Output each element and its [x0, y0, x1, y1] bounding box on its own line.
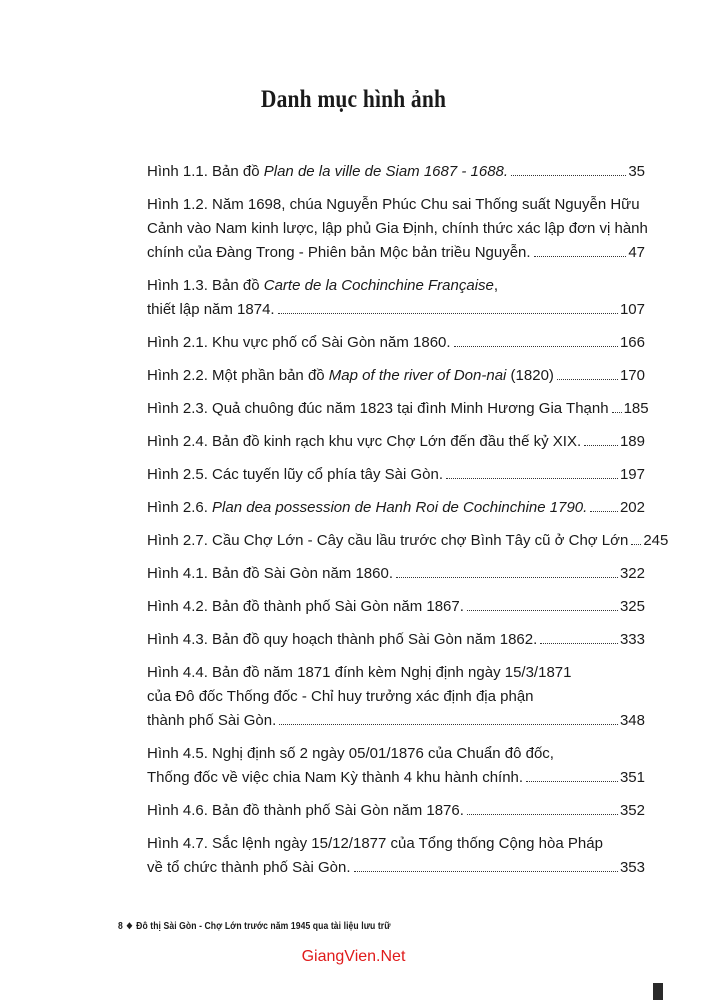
entry-page-number: 322	[619, 565, 645, 582]
entry-text-line: của Đô đốc Thống đốc - Chỉ huy trưởng xác định địa phận	[147, 688, 534, 705]
entry-title	[147, 529, 628, 553]
entry-title	[147, 628, 537, 652]
entry-title	[147, 298, 275, 322]
entry-title	[147, 364, 554, 388]
figure-entry	[147, 661, 645, 733]
entry-text-segment: Thống đốc về việc chia Nam Kỳ thành 4 khu hành chính.	[147, 769, 524, 786]
entry-page-number: 107	[619, 301, 645, 318]
entry-last-line	[147, 430, 645, 454]
figure-entry	[147, 364, 645, 388]
entry-last-line	[147, 496, 645, 520]
figure-entry	[147, 397, 649, 421]
entry-last-line	[147, 709, 645, 733]
entry-text-line: Hình 1.2. Năm 1698, chúa Nguyễn Phúc Chu sai Thống suất Nguyễn Hữu	[147, 196, 640, 213]
entry-title	[147, 595, 464, 619]
entry-text-segment: Map of the river of Don-nai	[328, 367, 507, 384]
entry-text-segment: (1820)	[506, 367, 554, 384]
entry-last-line	[147, 562, 645, 586]
entry-title	[147, 562, 393, 586]
entry-last-line	[147, 364, 645, 388]
dot-leader	[354, 871, 618, 872]
entry-title	[147, 430, 581, 454]
entry-page-number: 170	[619, 367, 645, 384]
entry-title	[147, 856, 351, 880]
dot-leader	[590, 511, 618, 512]
entry-text-line: Hình 4.7. Sắc lệnh ngày 15/12/1877 của Tổng thống Cộng hòa Pháp	[147, 835, 603, 852]
dot-leader	[540, 643, 618, 644]
figure-entry	[147, 274, 645, 322]
entry-last-line	[147, 298, 645, 322]
entry-last-line	[147, 463, 645, 487]
entry-page-number: 166	[619, 334, 645, 351]
entry-page-number: 185	[623, 400, 649, 417]
entry-title	[147, 799, 464, 823]
entry-text-segment: Hình 2.1. Khu vực phố cổ Sài Gòn năm 1860.	[147, 334, 451, 351]
entry-text-segment: Hình 2.6.	[147, 499, 213, 516]
entry-page-number: 351	[619, 769, 645, 786]
entry-page-number: 35	[628, 163, 645, 180]
entry-text-segment: Hình 1.3. Bản đồ	[147, 277, 264, 294]
entry-last-line	[147, 160, 645, 184]
figure-entry	[147, 160, 645, 184]
entry-text-line: Hình 4.5. Nghị định số 2 ngày 05/01/1876 của Chuẩn đô đốc,	[147, 745, 554, 762]
entry-text-segment: Plan de la ville de Siam 1687 - 1688.	[263, 163, 509, 180]
entry-text-segment: thiết lập năm 1874.	[147, 301, 275, 318]
figure-entry	[147, 832, 645, 880]
entry-text-segment: Hình 4.1. Bản đồ Sài Gòn năm 1860.	[147, 565, 393, 582]
entry-page-number: 197	[619, 466, 645, 483]
entry-last-line	[147, 595, 645, 619]
entry-text-line	[147, 274, 645, 298]
figure-list	[147, 160, 669, 889]
entry-text-segment: Hình 2.3. Quả chuông đúc năm 1823 tại đình Minh Hương Gia Thạnh	[147, 400, 609, 417]
dot-leader	[612, 412, 622, 413]
figure-entry	[147, 595, 645, 619]
dot-leader	[279, 724, 618, 725]
figure-entry	[147, 562, 645, 586]
entry-page-number: 202	[619, 499, 645, 516]
figure-entry	[147, 529, 669, 553]
diamond-separator-icon: ❖	[126, 921, 133, 931]
figure-entry	[147, 463, 645, 487]
entry-last-line	[147, 628, 645, 652]
dot-leader	[446, 478, 618, 479]
entry-title	[147, 331, 451, 355]
entry-title	[147, 241, 531, 265]
entry-text-segment: chính của Đàng Trong - Phiên bản Mộc bản triều Nguyễn.	[147, 244, 531, 261]
entry-text-segment: ,	[493, 277, 499, 294]
entry-text-segment: thành phố Sài Gòn.	[147, 712, 277, 729]
entry-title	[147, 160, 508, 184]
entry-title	[147, 709, 276, 733]
dot-leader	[511, 175, 626, 176]
page-edge-mark	[653, 983, 663, 1000]
entry-title	[147, 766, 523, 790]
book-title: Đô thị Sài Gòn - Chợ Lớn trước năm 1945 qua tài liệu lưu trữ	[136, 920, 391, 932]
entry-last-line	[147, 397, 649, 421]
entry-text-segment: Hình 2.7. Cầu Chợ Lớn - Cây cầu lầu trước chợ Bình Tây cũ ở Chợ Lớn	[147, 532, 629, 549]
entry-page-number: 325	[619, 598, 645, 615]
entry-text-segment: Hình 4.6. Bản đồ thành phố Sài Gòn năm 1876.	[147, 802, 464, 819]
figure-entry	[147, 430, 645, 454]
entry-text-segment: về tổ chức thành phố Sài Gòn.	[147, 859, 351, 876]
entry-last-line	[147, 331, 645, 355]
entry-text-segment: Carte de la Cochinchine Française	[263, 277, 494, 294]
entry-text-segment: Hình 4.3. Bản đồ quy hoạch thành phố Sài Gòn năm 1862.	[147, 631, 538, 648]
dot-leader	[557, 379, 618, 380]
figure-entry	[147, 742, 645, 790]
figure-entry	[147, 193, 648, 265]
figure-entry	[147, 496, 645, 520]
entry-last-line	[147, 766, 645, 790]
entry-last-line	[147, 856, 645, 880]
dot-leader	[278, 313, 618, 314]
page-title: Danh mục hình ảnh	[260, 86, 447, 113]
entry-text-segment: Hình 2.5. Các tuyến lũy cổ phía tây Sài Gòn.	[147, 466, 444, 483]
entry-last-line	[147, 241, 645, 265]
entry-last-line	[147, 529, 669, 553]
entry-text-segment: Hình 4.2. Bản đồ thành phố Sài Gòn năm 1867.	[147, 598, 464, 615]
dot-leader	[526, 781, 618, 782]
figure-entry	[147, 799, 645, 823]
dot-leader	[454, 346, 618, 347]
entry-text-line: Hình 4.4. Bản đồ năm 1871 đính kèm Nghị định ngày 15/3/1871	[147, 664, 572, 681]
entry-text-segment: Plan dea possession de Hanh Roi de Cochinchine 1790.	[212, 499, 588, 516]
figure-entry	[147, 331, 645, 355]
entry-page-number: 348	[619, 712, 645, 729]
running-footer	[118, 920, 391, 932]
page-number: 8	[118, 920, 123, 932]
dot-leader	[631, 544, 641, 545]
entry-last-line	[147, 799, 645, 823]
figure-entry	[147, 628, 645, 652]
dot-leader	[534, 256, 627, 257]
watermark: GiangVien.Net	[301, 948, 406, 965]
entry-text-segment: Hình 2.2. Một phần bản đồ	[147, 367, 329, 384]
entry-page-number: 352	[619, 802, 645, 819]
dot-leader	[467, 814, 618, 815]
entry-text-segment: Hình 2.4. Bản đồ kinh rạch khu vực Chợ Lớn đến đầu thế kỷ XIX.	[147, 433, 582, 450]
entry-page-number: 353	[619, 859, 645, 876]
entry-page-number: 189	[619, 433, 645, 450]
entry-title	[147, 397, 609, 421]
dot-leader	[396, 577, 618, 578]
entry-page-number: 245	[643, 532, 669, 549]
entry-title	[147, 496, 587, 520]
entry-page-number: 333	[619, 631, 645, 648]
entry-text-segment: Hình 1.1. Bản đồ	[147, 163, 264, 180]
entry-page-number: 47	[628, 244, 645, 261]
entry-title	[147, 463, 443, 487]
dot-leader	[467, 610, 618, 611]
dot-leader	[584, 445, 618, 446]
entry-text-line: Cảnh vào Nam kinh lược, lập phủ Gia Định, chính thức xác lập đơn vị hành	[147, 220, 648, 237]
